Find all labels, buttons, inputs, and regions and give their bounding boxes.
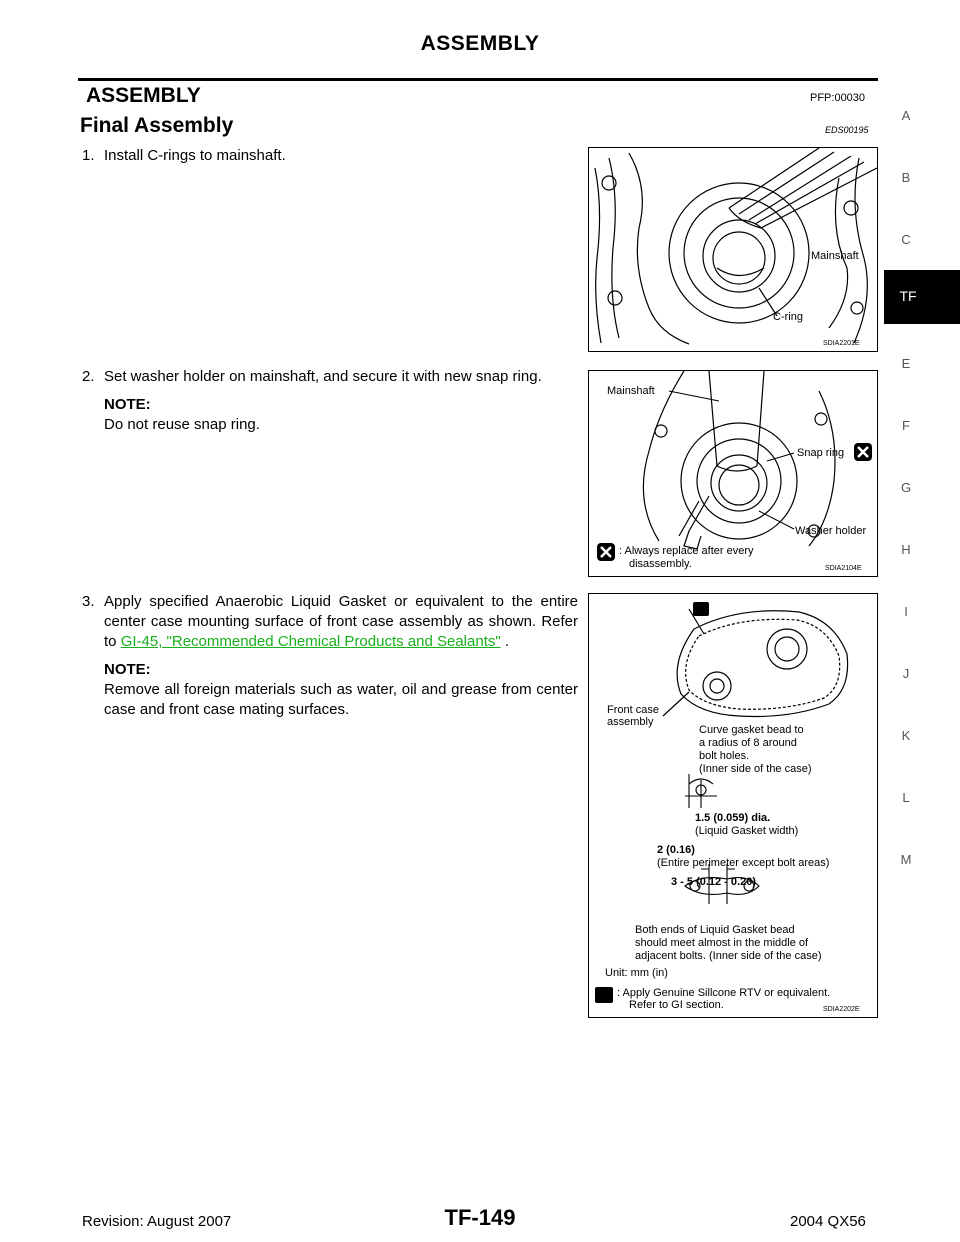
fig1-label-mainshaft: Mainshaft	[811, 250, 859, 262]
figure-c-ring-mainshaft	[588, 147, 878, 352]
fig3-label-curve-3: bolt holes.	[699, 750, 750, 762]
figure-snap-ring-washer-holder	[588, 370, 878, 577]
step-2	[82, 367, 582, 457]
fig2-label-washer-holder: Washer holder	[795, 525, 867, 537]
side-index-h[interactable]: H	[901, 542, 911, 557]
footer-page-number: TF-149	[444, 1205, 516, 1230]
fig2-legend-line-2: disassembly.	[629, 558, 692, 570]
step-number: 3.	[82, 593, 95, 610]
fig3-label-ends-3: adjacent bolts. (Inner side of the case)	[635, 950, 822, 962]
fig3-legend-line-2: Refer to GI section.	[629, 999, 724, 1011]
figure-code: SDIA2104E	[825, 565, 862, 572]
step-text-after-link: .	[500, 633, 510, 650]
side-index-m[interactable]: M	[900, 852, 912, 867]
step-3	[82, 592, 582, 732]
subsection-code: EDS00195	[825, 125, 869, 135]
section-title: ASSEMBLY	[86, 84, 201, 107]
fig3-label-front-case-2: assembly	[607, 716, 654, 728]
side-index-k[interactable]: K	[901, 728, 911, 743]
side-index-b[interactable]: B	[901, 170, 911, 185]
fig3-label-width-2: 2 (0.16)	[657, 844, 695, 856]
fig3-label-front-case-1: Front case	[607, 704, 659, 716]
side-index-i[interactable]: I	[904, 604, 908, 619]
figure-code: SDIA2201E	[823, 340, 860, 347]
fig3-label-ends-2: should meet almost in the middle of	[635, 937, 809, 949]
note-text: Do not reuse snap ring.	[104, 416, 260, 433]
fig2-label-mainshaft: Mainshaft	[607, 385, 655, 397]
fig3-label-width-2-sub: (Entire perimeter except bolt areas)	[657, 857, 830, 869]
side-index-c[interactable]: C	[901, 232, 911, 247]
footer-revision: Revision: August 2007	[82, 1213, 232, 1230]
fig3-label-unit: Unit: mm (in)	[605, 967, 668, 979]
fig3-label-dia-sub: (Liquid Gasket width)	[695, 825, 799, 837]
gasket-marker-icon	[693, 602, 709, 616]
reference-link[interactable]: GI-45, "Recommended Chemical Products and Sealants"	[120, 633, 501, 650]
fig3-label-curve-4: (Inner side of the case)	[699, 763, 812, 775]
header-rule	[78, 78, 878, 81]
side-index-active-tab[interactable]	[884, 270, 960, 324]
side-index-g[interactable]: G	[900, 480, 912, 495]
fig2-legend-line-1: : Always replace after every	[619, 545, 754, 557]
step-1	[82, 146, 582, 170]
side-index-e[interactable]: E	[901, 356, 911, 371]
step-number: 1.	[82, 147, 95, 164]
fig3-label-dia: 1.5 (0.059) dia.	[695, 812, 771, 824]
fig3-label-curve-2: a radius of 8 around	[699, 737, 797, 749]
fig1-label-c-ring: C-ring	[773, 311, 803, 323]
figure-code: SDIA2202E	[823, 1006, 860, 1013]
side-index-j[interactable]: J	[902, 666, 910, 681]
fig3-label-ends-1: Both ends of Liquid Gasket bead	[635, 924, 795, 936]
side-index-tf: TF	[899, 288, 917, 304]
fig3-label-width-35: 3 - 5 (0.12 - 0.20)	[671, 876, 756, 888]
step-text: Install C-rings to mainshaft.	[104, 147, 286, 164]
fig3-label-curve-1: Curve gasket bead to	[699, 724, 804, 736]
side-index-f[interactable]: F	[902, 418, 910, 433]
section-code: PFP:00030	[810, 92, 866, 104]
fig3-legend-line-1: : Apply Genuine Sillcone RTV or equivalent.	[617, 987, 831, 999]
note-text: Remove all foreign materials such as water, oil and grease from center case and front case mating surfaces.	[104, 681, 578, 718]
figure-liquid-gasket	[588, 593, 878, 1018]
step-text: Set washer holder on mainshaft, and secure it with new snap ring.	[104, 368, 542, 385]
step-text	[104, 592, 578, 652]
footer-model: 2004 QX56	[790, 1213, 866, 1230]
note-label: NOTE:	[104, 661, 151, 678]
subsection-title: Final Assembly	[80, 114, 234, 137]
step-number: 2.	[82, 368, 95, 385]
note-label: NOTE:	[104, 396, 151, 413]
page-header-title: ASSEMBLY	[420, 32, 540, 55]
rtv-legend-icon	[595, 987, 613, 1003]
fig2-label-snap-ring: Snap ring	[797, 447, 845, 459]
step-text-before-link: Apply specified Anaerobic Liquid Gasket or equivalent to the entire center case mounting surface of front case assembly as shown. Refer to	[104, 593, 578, 650]
side-index-l[interactable]: L	[902, 790, 910, 805]
side-index-a[interactable]: A	[901, 108, 911, 123]
